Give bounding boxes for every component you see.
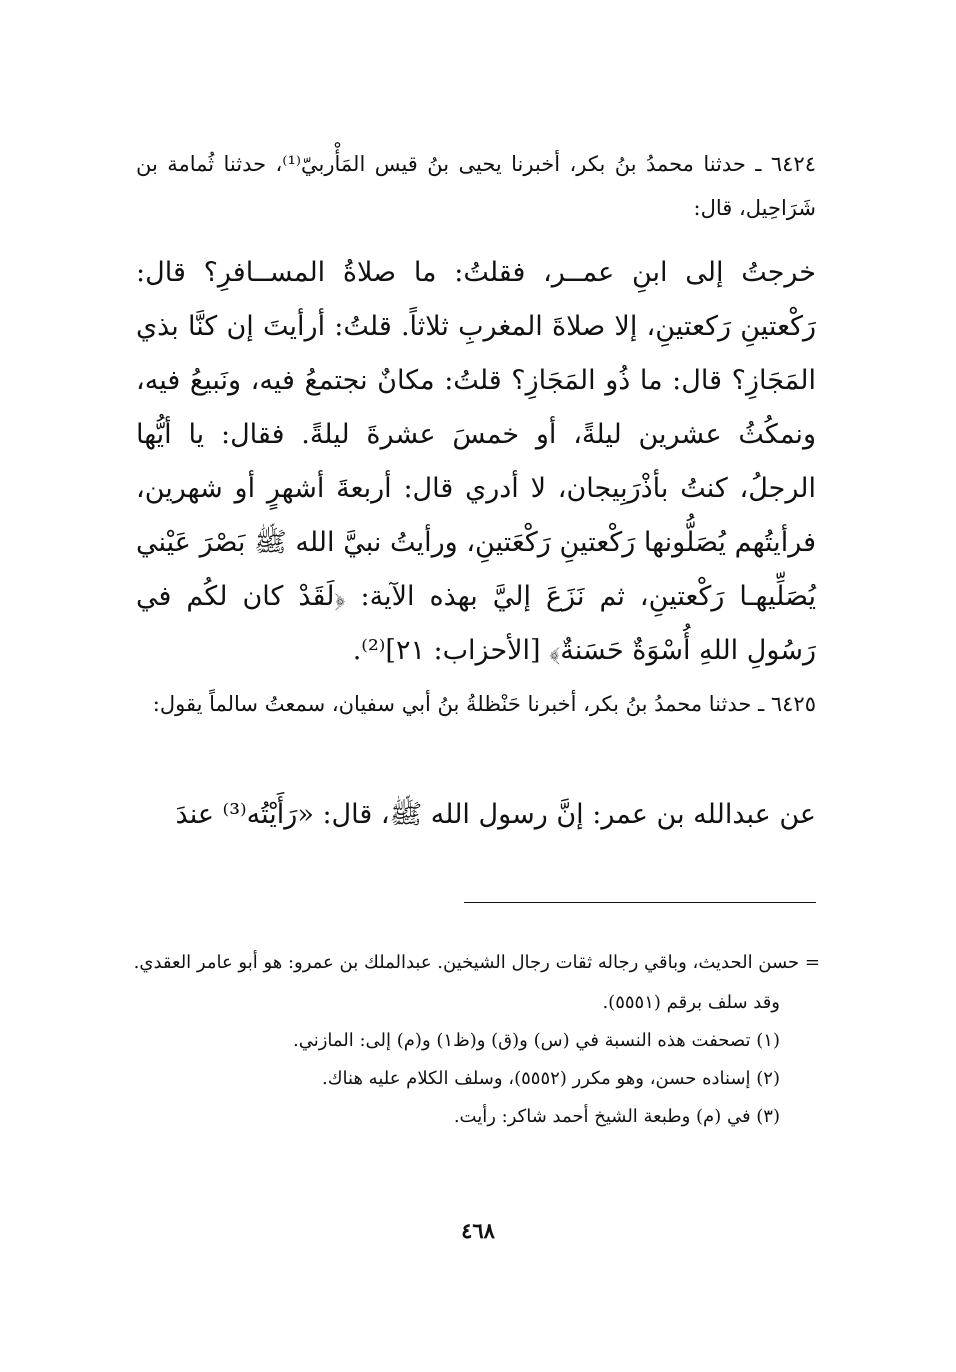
- footnote-3: (٣) في (م) وطبعة الشيخ أحمد شاكر: رأيت.: [453, 1106, 780, 1127]
- footnote-line: وقد سلف برقم (٥٥٥١).: [602, 992, 780, 1013]
- footnote-2: (٢) إسناده حسن، وهو مكرر (٥٥٥٢)، وسلف الكلام عليه هناك.: [321, 1068, 780, 1089]
- hadith-6425-chain: ٦٤٢٥ ـ حدثنا محمدُ بنُ بكر، أخبرنا حَنْظلةُ بنُ أبي سفيان، سمعتُ سالماً يقول:: [152, 692, 816, 716]
- page-number: ٤٦٨: [461, 1218, 495, 1243]
- hadith-6424-text: خرجتُ إلى ابنِ عمــر، فقلتُ: ما صلاةُ المســافرِ؟ قال: رَكْعتينِ رَكعتينِ، إلا صلاةَ المغربِ ثلاثاً. قلتُ: أرأيتَ إن كنَّا بذي المَجَازِ؟ قال: ما ذُو المَجَازِ؟ قلتُ: مكانٌ نجتمعُ فيه، ونَبيعُ فيه، ونمكُثُ عشرين ليلةً، أو خمسَ عشرةَ ليلةً. فقال: يا أيُّها الرجلُ، كنتُ بأذْرَبِيجان، لا أدري قال: أربعةَ أشهرٍ أو شهرين، فرأيتُهم يُصَلُّونها رَكْعتينِ رَكْعَتينِ، ورأيتُ نبيَّ الله ﷺ بَصْرَ عَيْني يُصَلِّيهـا رَكْعتينِ، ثم نَزَعَ إليَّ بهذه الآية: ﴿لَقَدْ كان لكُم في رَسُولِ اللهِ أُسْوَةٌ حَسَنةٌ﴾ [الأحزاب: ٢١]⁽²⁾.: [136, 257, 816, 666]
- hadith-6424-chain: ٦٤٢٤ ـ حدثنا محمدُ بنُ بكر، أخبرنا يحيى بنُ قيس المَأْربيّ⁽¹⁾، حدثنا ثُمامة بن شَرَاحِيل، قال:: [136, 152, 816, 220]
- footnote-continuation: = حسن الحديث، وباقي رجاله ثقات رجال الشيخين. عبدالملك بن عمرو: هو أبو عامر العقدي.: [133, 952, 820, 973]
- footnote-separator: [464, 902, 816, 903]
- hadith-6425-text: عن عبدالله بن عمر: إنَّ رسول الله ﷺ، قال: «رَأَيْتُه⁽³⁾ عندَ: [175, 799, 816, 830]
- footnote-1: (١) تصحفت هذه النسبة في (س) و(ق) و(ظ١) و(م) إلى: المازني.: [292, 1030, 780, 1051]
- footnotes: [130, 944, 820, 1136]
